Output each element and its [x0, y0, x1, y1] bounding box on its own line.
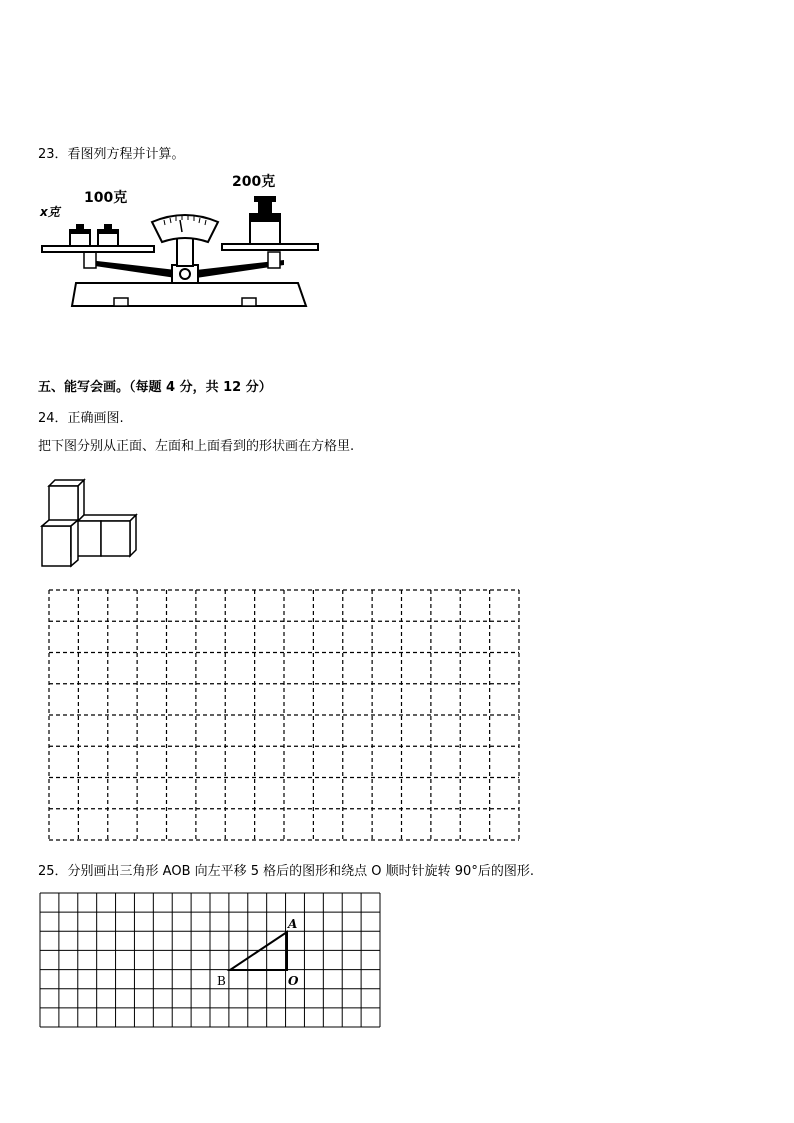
section5-header: 五、能写会画。（每题 4 分，共 12 分）	[38, 380, 272, 395]
scale-base	[72, 283, 306, 306]
dashed-drawing-grid[interactable]	[48, 589, 522, 843]
base-notch-left	[114, 298, 128, 306]
weight-100g-b	[98, 224, 118, 246]
q24-instruction: 把下图分别从正面、左面和上面看到的形状画在方格里.	[38, 439, 355, 454]
scale-pivot	[180, 269, 190, 279]
label-100-grams: 100克	[84, 190, 128, 206]
point-a-label: A	[288, 917, 298, 931]
base-notch-right	[242, 298, 256, 306]
label-200-grams: 200克	[232, 174, 276, 190]
q25-title: 25．分别画出三角形 AOB 向左平移 5 格后的图形和绕点 O 顺时针旋转 90°后的图形.	[38, 864, 534, 879]
scale-beam	[88, 260, 176, 278]
left-pan-support	[84, 252, 96, 268]
cube-stack-figure	[40, 478, 140, 570]
q23-title: 23．看图列方程并计算。	[38, 147, 185, 162]
weight-100g-a	[70, 224, 90, 246]
weight-200g	[250, 196, 280, 244]
q24-title: 24．正确画图.	[38, 411, 124, 426]
right-pan-support	[268, 252, 280, 268]
label-x-grams: x克	[40, 205, 60, 219]
point-b-label: B	[217, 974, 226, 988]
triangle-aob	[230, 932, 287, 970]
triangle-grid-figure[interactable]	[39, 892, 384, 1030]
scale-dial	[152, 215, 218, 242]
point-o-label: O	[288, 974, 299, 988]
balance-scale-figure	[36, 170, 336, 315]
